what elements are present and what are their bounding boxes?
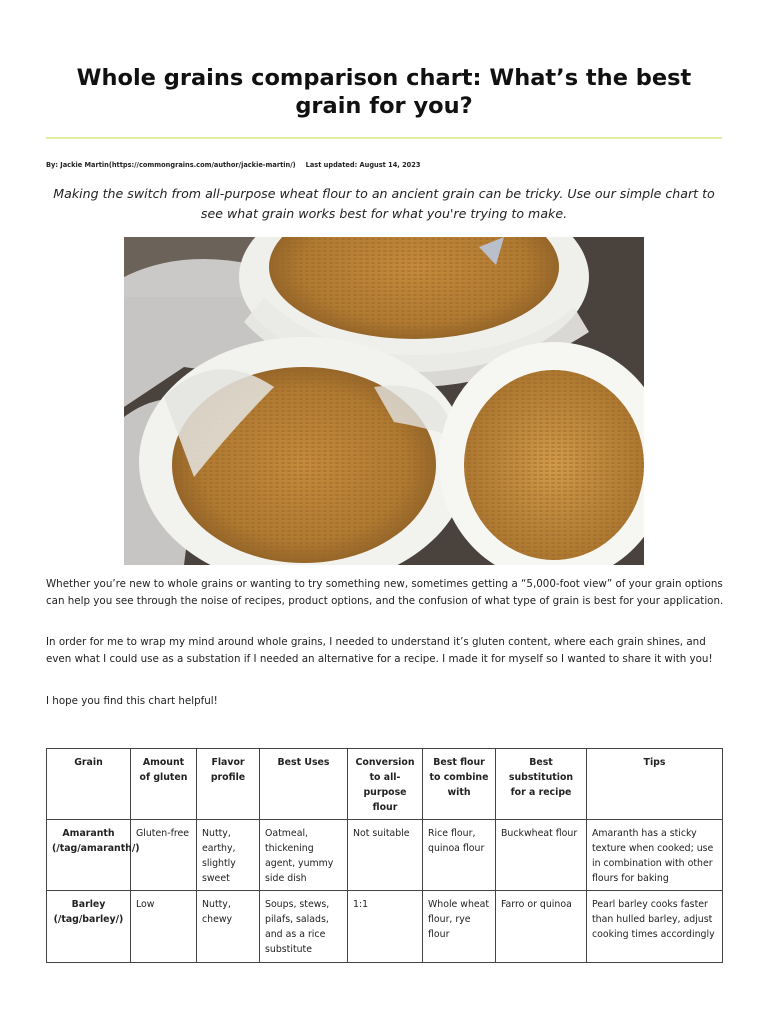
table-cell: Soups, stews, pilafs, salads, and as a rice substitute bbox=[260, 891, 348, 963]
table-cell: Whole wheat flour, rye flour bbox=[423, 891, 496, 963]
table-cell: Buckwheat flour bbox=[496, 820, 587, 891]
table-cell: Rice flour, quinoa flour bbox=[423, 820, 496, 891]
table-cell: Low bbox=[131, 891, 197, 963]
table-cell: Pearl barley cooks faster than hulled barley, adjust cooking times accordingly bbox=[587, 891, 723, 963]
body-paragraph-2: In order for me to wrap my mind around whole grains, I needed to understand it’s gluten content, where each grain shines, and even what I could use as a substation if I needed an alternative for a recipe. I made it for myself so I wanted to share it with you! bbox=[46, 636, 713, 665]
table-header-row bbox=[47, 749, 723, 820]
grain-link-barley[interactable]: Barley (/tag/barley/) bbox=[47, 891, 131, 963]
body-paragraph-1: Whether you’re new to whole grains or wanting to try something new, sometimes getting a “5,000-foot view” of your grain options can help you see through the noise of recipes, product options, and the confusion of what type of grain is best for your application. bbox=[46, 578, 724, 607]
column-header: Flavor profile bbox=[197, 749, 260, 820]
table-cell: Oatmeal, thickening agent, yummy side dish bbox=[260, 820, 348, 891]
column-header: Best substitution for a recipe bbox=[496, 749, 587, 820]
column-header: Tips bbox=[587, 749, 723, 820]
table-row bbox=[47, 891, 723, 963]
table-row bbox=[47, 820, 723, 891]
column-header: Conversion to all-purpose flour bbox=[348, 749, 423, 820]
intro-text: Making the switch from all-purpose wheat flour to an ancient grain can be tricky. Use our simple chart to see what grain works best for what you're trying to make. bbox=[53, 186, 715, 221]
table-cell: Nutty, chewy bbox=[197, 891, 260, 963]
byline bbox=[46, 161, 722, 169]
table-cell: Gluten-free bbox=[131, 820, 197, 891]
title-divider bbox=[46, 137, 722, 139]
table-cell: Farro or quinoa bbox=[496, 891, 587, 963]
grain-buckets-photo bbox=[124, 237, 644, 565]
table-cell: Not suitable bbox=[348, 820, 423, 891]
page-title: Whole grains comparison chart: What’s the best grain for you? bbox=[76, 65, 692, 119]
table-cell: Amaranth has a sticky texture when cooked; use in combination with other flours for baking bbox=[587, 820, 723, 891]
grain-comparison-table bbox=[46, 748, 723, 963]
table-cell: Nutty, earthy, slightly sweet bbox=[197, 820, 260, 891]
last-updated: Last updated: August 14, 2023 bbox=[305, 161, 421, 169]
author-link[interactable]: By: Jackie Martin(https://commongrains.com/author/jackie-martin/) bbox=[46, 161, 296, 169]
column-header: Best Uses bbox=[260, 749, 348, 820]
column-header: Amount of gluten bbox=[131, 749, 197, 820]
column-header: Best flour to combine with bbox=[423, 749, 496, 820]
body-paragraph-3: I hope you find this chart helpful! bbox=[46, 695, 218, 707]
table-cell: 1:1 bbox=[348, 891, 423, 963]
grain-link-amaranth[interactable]: Amaranth (/tag/amaranth/) bbox=[47, 820, 131, 891]
column-header: Grain bbox=[47, 749, 131, 820]
